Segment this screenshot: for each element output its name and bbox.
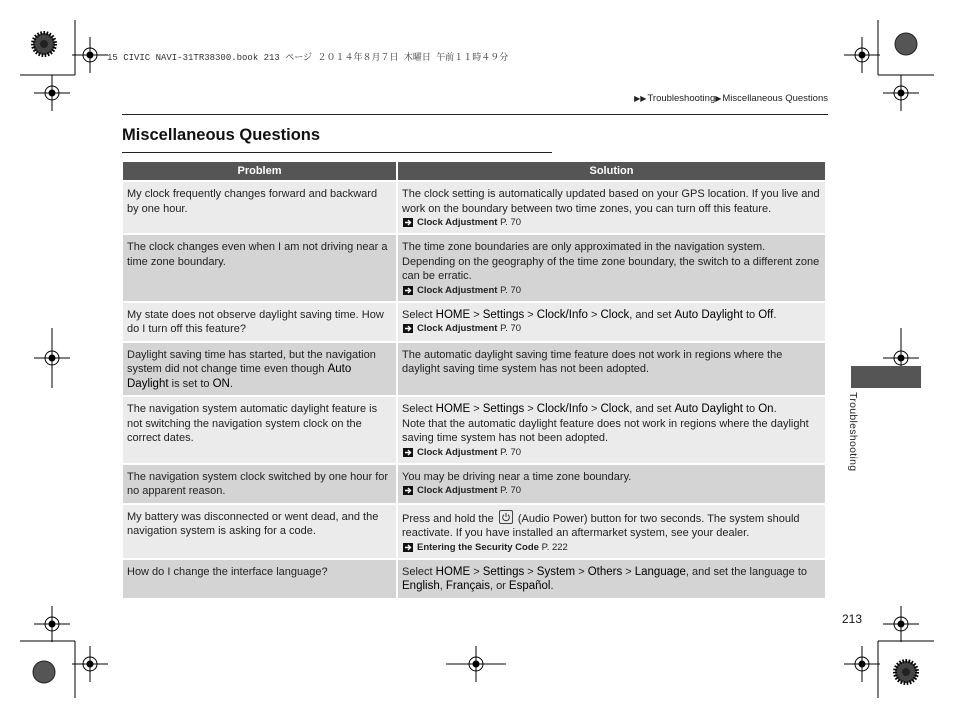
page-title: Miscellaneous Questions xyxy=(122,126,321,144)
breadcrumb xyxy=(634,93,828,104)
column-header-problem: Problem xyxy=(123,162,396,180)
solution-cell: Select HOME > Settings > Clock/Info > Clock, and set Auto Daylight to Off. Clock Adjustment P. 70 xyxy=(398,303,825,341)
page-reference[interactable]: Entering the Security Code P. 222 xyxy=(402,541,820,554)
reference-arrow-icon xyxy=(403,448,413,457)
page-reference[interactable]: Clock Adjustment P. 70 xyxy=(402,216,820,229)
qa-table xyxy=(121,160,827,600)
problem-cell: My clock frequently changes forward and backward by one hour. xyxy=(123,182,396,233)
page-number: 213 xyxy=(842,612,863,626)
reference-arrow-icon xyxy=(403,543,413,552)
problem-cell: How do I change the interface language? xyxy=(123,560,396,598)
table-row xyxy=(123,505,825,558)
table-row xyxy=(123,235,825,301)
reference-arrow-icon xyxy=(403,324,413,333)
table-row xyxy=(123,560,825,598)
table-row xyxy=(123,343,825,396)
solution-cell: You may be driving near a time zone boundary. Clock Adjustment P. 70 xyxy=(398,465,825,503)
solution-cell: The automatic daylight saving time feature does not work in regions where the daylight saving time system has not been adopted. xyxy=(398,343,825,396)
section-tab xyxy=(851,366,921,388)
page-reference[interactable]: Clock Adjustment P. 70 xyxy=(402,284,820,297)
reference-arrow-icon xyxy=(403,218,413,227)
column-header-solution: Solution xyxy=(398,162,825,180)
table-row xyxy=(123,303,825,341)
breadcrumb-arrows: ▶▶ xyxy=(634,94,647,103)
file-header: 15 CIVIC NAVI-31TR38300.book 213 ページ ２０１４年８月７日 木曜日 午前１１時４９分 xyxy=(107,53,509,63)
title-rule xyxy=(122,152,552,153)
solution-cell: The time zone boundaries are only approximated in the navigation system. Depending on the geography of the time zone boundary, the switch to a different zone can be erratic. Clock Adjustment P. 70 xyxy=(398,235,825,301)
page-reference[interactable]: Clock Adjustment P. 70 xyxy=(402,484,820,497)
problem-cell: The clock changes even when I am not driving near a time zone boundary. xyxy=(123,235,396,301)
page-reference[interactable]: Clock Adjustment P. 70 xyxy=(402,446,820,459)
breadcrumb-page: Miscellaneous Questions xyxy=(722,93,828,104)
table-row xyxy=(123,182,825,233)
problem-cell: Daylight saving time has started, but the navigation system did not change time even though Auto Daylight is set to ON. xyxy=(123,343,396,396)
solution-cell: Select HOME > Settings > Clock/Info > Clock, and set Auto Daylight to On. Note that the automatic daylight feature does not work in regions where the daylight saving time system has not been adopted. Clock Adjustment P. 70 xyxy=(398,397,825,463)
page-reference[interactable]: Clock Adjustment P. 70 xyxy=(402,322,820,335)
problem-cell: My state does not observe daylight saving time. How do I turn off this feature? xyxy=(123,303,396,341)
table-row xyxy=(123,465,825,503)
reference-arrow-icon xyxy=(403,286,413,295)
solution-cell: The clock setting is automatically updated based on your GPS location. If you live and work on the boundary between two time zones, you can turn off this feature. Clock Adjustment P. 70 xyxy=(398,182,825,233)
power-icon xyxy=(499,510,513,524)
solution-cell: Select HOME > Settings > System > Others > Language, and set the language to English, Français, or Español. xyxy=(398,560,825,598)
header-rule xyxy=(122,114,828,115)
breadcrumb-separator: ▶ xyxy=(715,94,722,103)
table-row xyxy=(123,397,825,463)
breadcrumb-section: Troubleshooting xyxy=(647,93,716,104)
problem-cell: The navigation system clock switched by one hour for no apparent reason. xyxy=(123,465,396,503)
reference-arrow-icon xyxy=(403,486,413,495)
section-tab-label: Troubleshooting xyxy=(847,392,859,472)
solution-cell: Press and hold the (Audio Power) button for two seconds. The system should reactivate. If you have installed an aftermarket system, see your dealer. Entering the Security Code P. 222 xyxy=(398,505,825,558)
problem-cell: My battery was disconnected or went dead, and the navigation system is asking for a code. xyxy=(123,505,396,558)
problem-cell: The navigation system automatic daylight feature is not switching the navigation system clock on the correct dates. xyxy=(123,397,396,463)
